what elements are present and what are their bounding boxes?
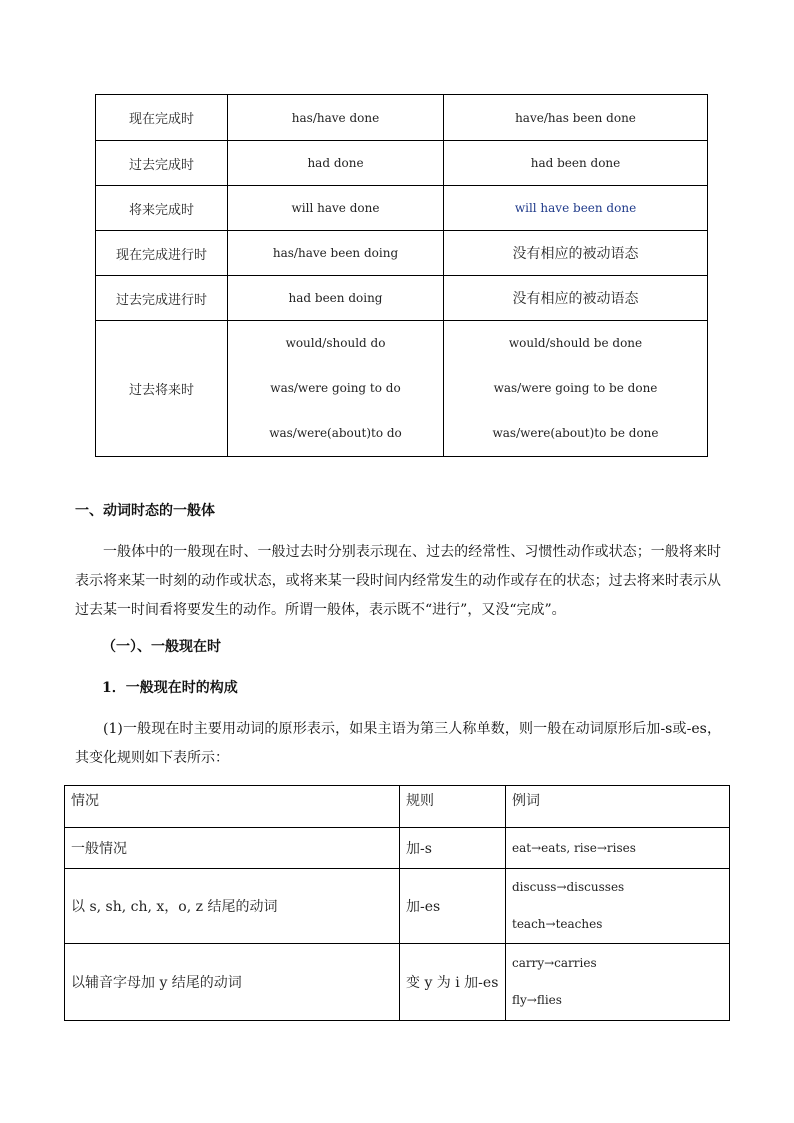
examples-cell — [506, 828, 730, 869]
case-cell: 一般情况 — [65, 828, 400, 869]
example-line: teach→teaches — [512, 917, 603, 931]
example-line: carry→carries — [512, 956, 597, 970]
passive-form-cell — [444, 321, 708, 457]
tense-cell: 过去将来时 — [96, 321, 228, 457]
subsection-heading: （一）、一般现在时 — [102, 639, 221, 655]
table-row — [96, 276, 708, 321]
active-form-cell: will have done — [228, 186, 444, 231]
case-cell: 以辅音字母加 y 结尾的动词 — [65, 944, 400, 1021]
rule-paragraph: (1)一般现在时主要用动词的原形表示，如果主语为第三人称单数，则一般在动词原形后加-s或-es，其变化规则如下表所示： — [75, 721, 721, 766]
tense-cell: 过去完成进行时 — [96, 276, 228, 321]
header-case: 情况 — [65, 786, 400, 828]
tense-cell: 将来完成时 — [96, 186, 228, 231]
active-form-line: would/should do — [285, 336, 386, 350]
active-form-line: was/were(about)to do — [269, 426, 402, 440]
rule-cell: 变 y 为 i 加-es — [400, 944, 506, 1021]
example-line: fly→flies — [512, 993, 562, 1007]
passive-form-line: was/were going to be done — [493, 381, 658, 395]
tense-cell: 现在完成进行时 — [96, 231, 228, 276]
header-examples: 例词 — [506, 786, 730, 828]
table-row — [96, 186, 708, 231]
passive-form-line: was/were(about)to be done — [492, 426, 659, 440]
subsubsection-heading: 1．一般现在时的构成 — [102, 680, 238, 696]
tense-cell: 过去完成时 — [96, 141, 228, 186]
active-form-line: was/were going to do — [270, 381, 401, 395]
passive-form-cell: 没有相应的被动语态 — [444, 276, 708, 321]
active-form-cell: had done — [228, 141, 444, 186]
case-cell: 以 s, sh, ch, x，o, z 结尾的动词 — [65, 869, 400, 944]
section-paragraph: 一般体中的一般现在时、一般过去时分别表示现在、过去的经常性、习惯性动作或状态；一般将来时表示将来某一时刻的动作或状态，或将来某一段时间内经常发生的动作或存在的状态；过去将来时表示从过去某一时间看将要发生的动作。所谓一般体，表示既不“进行”，又没“完成”。 — [75, 544, 721, 618]
passive-form-cell: will have been done — [444, 186, 708, 231]
table-header-row — [65, 786, 730, 828]
rule-cell: 加-s — [400, 828, 506, 869]
section-heading: 一、动词时态的一般体 — [75, 503, 215, 519]
examples-cell — [506, 869, 730, 944]
example-line: discuss→discusses — [512, 880, 625, 894]
table-row — [96, 231, 708, 276]
active-form-cell: has/have been doing — [228, 231, 444, 276]
tense-cell: 现在完成时 — [96, 95, 228, 141]
header-rule: 规则 — [400, 786, 506, 828]
table-row — [96, 141, 708, 186]
active-form-cell — [228, 321, 444, 457]
table-row — [65, 828, 730, 869]
table-row — [96, 95, 708, 141]
rule-cell: 加-es — [400, 869, 506, 944]
third-person-rule-table — [64, 785, 729, 1020]
examples-cell — [506, 944, 730, 1021]
passive-form-cell: have/has been done — [444, 95, 708, 141]
passive-form-cell: had been done — [444, 141, 708, 186]
active-form-cell: has/have done — [228, 95, 444, 141]
tense-voice-table — [95, 94, 707, 455]
passive-form-cell: 没有相应的被动语态 — [444, 231, 708, 276]
table-row — [65, 944, 730, 1021]
passive-form-line: would/should be done — [508, 336, 643, 350]
active-form-cell: had been doing — [228, 276, 444, 321]
example-line: eat→eats, rise→rises — [512, 840, 636, 855]
table-row — [65, 869, 730, 944]
table-row — [96, 321, 708, 457]
